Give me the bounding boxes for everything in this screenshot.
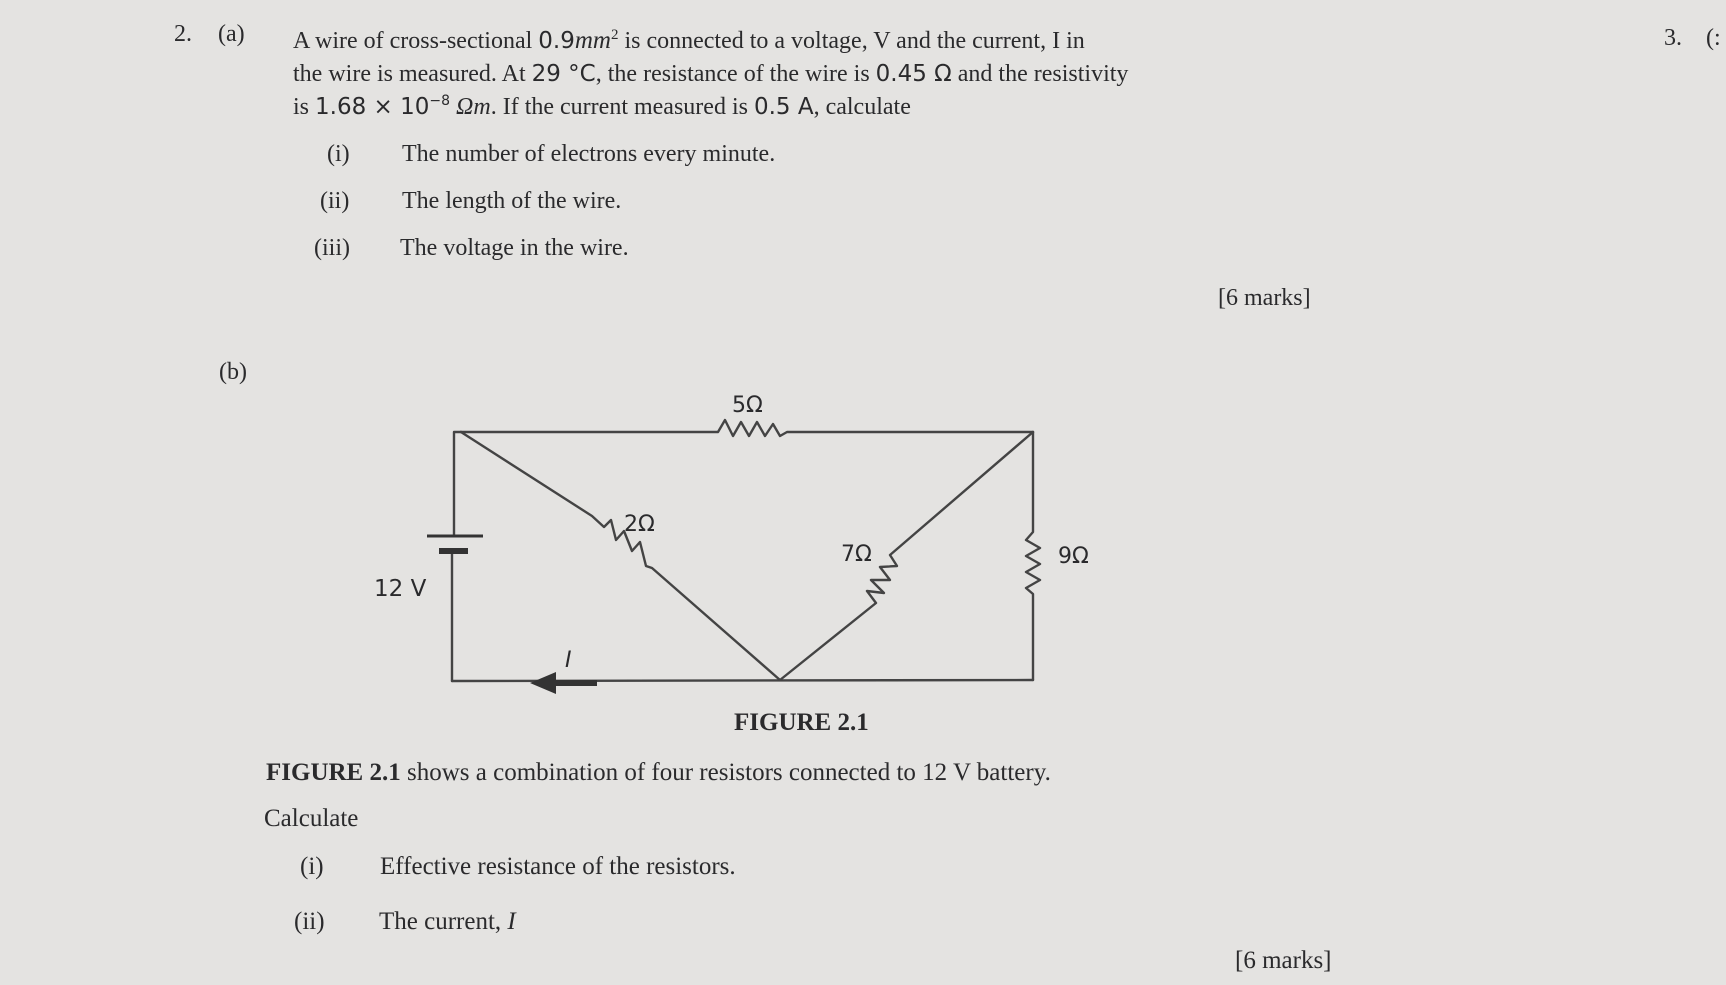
area-value: 0.9 <box>538 28 575 54</box>
figure-caption: FIGURE 2.1 <box>734 709 869 736</box>
item-2-text: The current, <box>379 908 508 935</box>
item-2-italic-current: I <box>507 908 516 935</box>
line-1-pre: A wire of cross-sectional <box>293 28 533 54</box>
line-3-mid: . If the current measured is <box>490 94 748 120</box>
part-a-item-1-text: The number of electrons every minute. <box>402 141 776 167</box>
left-wire-upper <box>454 432 461 536</box>
part-a-item-3-label: (iii) <box>314 235 350 261</box>
part-b-label: (b) <box>219 359 247 385</box>
resistance-value: 0.45 Ω <box>875 61 952 87</box>
part-a-item-2-text: The length of the wire. <box>402 188 622 214</box>
line-2-mid: , the resistance of the wire is <box>595 61 870 87</box>
description-text: shows a combination of four resistors connected to 12 V battery. <box>400 759 1051 786</box>
line-3-post: , calculate <box>813 94 911 120</box>
line-2-post: and the resistivity <box>957 61 1129 87</box>
line-2-pre: the wire is measured. At <box>293 61 526 87</box>
current-value: 0.5 A <box>753 94 814 120</box>
part-b-item-2-text <box>379 909 516 934</box>
part-b-item-2-label: (ii) <box>294 908 325 935</box>
calculate-label: Calculate <box>264 805 359 832</box>
part-a-item-2-label: (ii) <box>320 188 350 214</box>
current-label: I <box>565 648 572 673</box>
question-3-fragment: (: <box>1706 25 1721 51</box>
battery-label: 12 V <box>374 576 427 602</box>
part-a-label: (a) <box>218 21 245 47</box>
resistivity-unit: Ωm <box>456 94 491 120</box>
resistor-5-label: 5Ω <box>732 393 763 418</box>
part-b-description <box>266 760 1051 785</box>
area-unit: mm <box>574 27 611 54</box>
question-3-number: 3. <box>1664 25 1682 51</box>
part-b-marks: [6 marks] <box>1235 947 1332 974</box>
part-a-item-3-text: The voltage in the wire. <box>400 235 629 261</box>
resistor-9-label: 9Ω <box>1058 544 1089 569</box>
resistor-7-label: 7Ω <box>841 542 872 567</box>
part-a-marks: [6 marks] <box>1218 285 1311 311</box>
line-3-pre: is <box>293 94 310 120</box>
line-1-post: is connected to a voltage, V and the current, I in <box>624 28 1085 54</box>
top-wire <box>461 420 1033 436</box>
question-2-number: 2. <box>174 21 192 47</box>
diagonal-right-wire <box>780 432 1033 680</box>
part-a-item-1-label: (i) <box>327 141 350 167</box>
temperature-value: 29 °C <box>531 61 596 87</box>
part-b-item-1-text: Effective resistance of the resistors. <box>380 853 736 880</box>
part-b-item-1-label: (i) <box>300 853 324 880</box>
current-arrow-head <box>530 672 556 694</box>
right-wire <box>1026 432 1040 680</box>
resistor-2-label: 2Ω <box>624 512 655 537</box>
resistivity-base: 1.68 × 10 <box>315 94 430 120</box>
area-exponent: 2 <box>610 27 619 43</box>
description-figure-ref: FIGURE 2.1 <box>266 759 401 786</box>
resistivity-exponent: −8 <box>429 93 451 109</box>
diagonal-left-wire <box>461 432 780 680</box>
